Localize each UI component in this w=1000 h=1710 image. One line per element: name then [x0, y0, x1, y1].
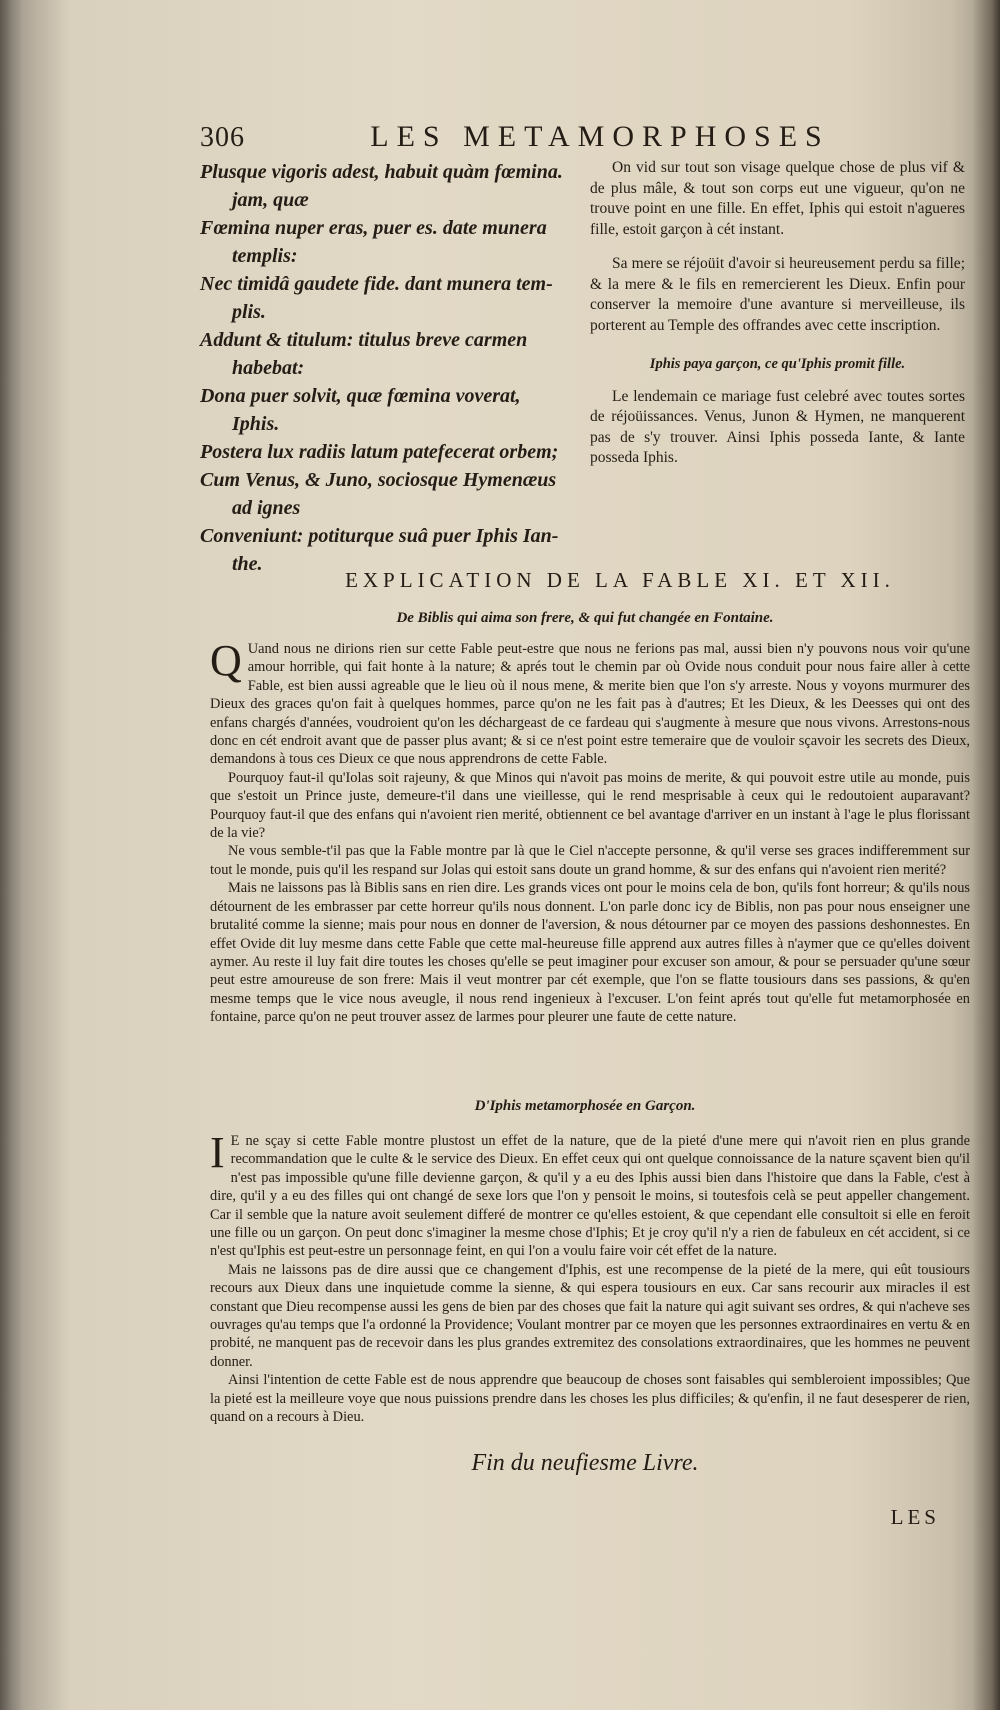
verse-line: Addunt & titulum: titulus breve carmen: [200, 329, 528, 351]
verse-line: habebat:: [232, 357, 305, 379]
french-paragraph: On vid sur tout son visage quelque chose de plus vif & de plus mâle, & tout son corps eut une vigueur, qu'on ne trouve point en une fille. En effet, Iphis qui estoit n'agueres fille, estoit garçon à cét instant.: [590, 159, 965, 238]
verse-line: Cum Venus, & Juno, sociosque Hymenæus: [200, 469, 557, 491]
page: [200, 120, 970, 1680]
body-paragraph: Ne vous semble-t'il pas que la Fable montre par là que le Ciel n'accepte personne, & qu'il verse ses graces indifferemment sur tout le monde, puis qu'il les respand sur Jolas qui estoit sans doute un grand homme, & sur des enfans qui n'avoient rien merité?: [210, 843, 970, 878]
verse-line: templis:: [232, 245, 298, 267]
drop-cap: Q: [210, 636, 242, 685]
drop-cap: I: [210, 1128, 225, 1177]
verse-line: Iphis.: [232, 413, 280, 435]
section-subtitle-biblis: De Biblis qui aima son frere, & qui fut changée en Fontaine.: [396, 610, 774, 626]
verse-line: Fœmina nuper eras, puer es. date munera: [200, 217, 547, 239]
verse-line: Postera lux radiis latum patefecerat orbem;: [200, 441, 559, 463]
paragraph-text: E ne sçay si cette Fable montre plustost un effet de la nature, que de la pieté d'une mere qui n'avoit rien en plus grande recommandation que le culte & le service des Dieux. En effet ceux qui ont quelque connoissance de la nature sçavent bien qu'il n'est pas impossible qu'une fille devienne garçon, & qu'il y a eu des Iphis aussi bien dans l'histoire que dans la Fable, c'est à dire, qu'il y a eu des filles qui ont changé de sexe lors que l'on y pensoit le moins, si toutesfois celà se peut appeller changement. Car il semble que la nature avoit seulement differé de montrer ce qu'elles estoient, & que cependant elle consultoit si elle en feroit une fille ou un garçon. On peut donc s'imaginer la mesme chose d'Iphis; Et je croy qu'il n'y a rien de fabuleux en cét accident, si ce n'est qu'Iphis est peut-estre un personnage feint, en qui l'on a voulu faire voir cét effet de la nature.: [210, 1133, 970, 1260]
verse-line: ad ignes: [232, 497, 301, 519]
page-number: 306: [200, 122, 245, 153]
body-paragraph: [210, 636, 970, 769]
verse-line: Conveniunt: potiturque suâ puer Iphis Ian-: [200, 525, 559, 547]
french-paragraph: Sa mere se réjoüit d'avoir si heureusement perdu sa fille; & la mere & le fils en remercierent les Dieux. Enfin pour conserver la memoire d'une avanture si merveilleuse, ils porterent au Temple des offrandes avec cette inscription.: [590, 255, 965, 334]
body-paragraph: Ainsi l'intention de cette Fable est de nous apprendre que beaucoup de choses sont faisables qui sembleroient impossibles; Que la pieté est la meilleure voye que nous puissions prendre dans les choses les plus difficiles; & qu'enfin, il ne faut desesperer de rien, quand on a recours à Dieu.: [210, 1372, 970, 1426]
book-end-line: Fin du neufiesme Livre.: [471, 1450, 699, 1476]
french-paragraph: Le lendemain ce mariage fust celebré avec toutes sortes de réjoüissances. Venus, Junon & Hymen, ne manquerent pas de s'y trouver. Ainsi Iphis possedа Iante, & Iante posseda Iphis.: [590, 387, 965, 466]
body-paragraph: [210, 1128, 970, 1261]
biblis-commentary: [210, 636, 970, 1027]
body-paragraph: Pourquoy faut-il qu'Iolas soit rajeuny, & que Minos qui n'avoit pas moins de merite, & qui pouvoit estre utile au monde, puis que s'estoit un Prince juste, demeure-t'il dans une vieillesse, qui le rend mesprisable à ceux qui le redoutoient auparavant? Pourquoy faut-il que des enfans qui n'avoient rien merité, obtiennent ce bel avantage d'arriver en un instant à l'age le plus florissant de la vie?: [210, 769, 970, 842]
section-subtitle-iphis: D'Iphis metamorphosée en Garçon.: [474, 1098, 696, 1114]
left-page-edge: [0, 0, 22, 1710]
body-paragraph: Mais ne laissons pas là Biblis sans en rien dire. Les grands vices ont pour le moins cela de bon, qu'ils font horreur; & qu'ils nous détournent de les embrasser par cette horreur qu'ils nous donnent. L'on parle donc icy de Biblis, non pas pour nous enseigner une brutalité comme la sienne; mais pour nous en donner de l'aversion, & nous détourner par ce moyen des passions deshonnestes. En effet Ovide dit luy mesme dans cette Fable que cette mal-heureuse fille apprend aux autres filles à n'aymer que ce qu'elles doivent aymer. Au reste il luy fait dire toutes les choses qu'elle se peut imaginer pour excuser son amour, & pour se persuader qu'une sœur peut estre amoureuse de son frere: Mais il veut montrer par cét exemple, que l'on se flatte tousiours dans ses passions, & qu'en mesme temps que le vice nous aveugle, il nous rend ingenieux à l'excuser. L'on feint aprés tout qu'elle fut metamorphosée en fontaine, parce qu'on ne peut trouver assez de larmes pour pleurer une faute de cette nature.: [210, 880, 970, 1026]
verse-line: jam, quæ: [232, 189, 309, 211]
verse-line: Nec timidâ gaudete fide. dant munera tem-: [200, 273, 553, 295]
french-translation-column: [590, 158, 965, 469]
verse-line: plis.: [232, 301, 266, 323]
catchword: LES: [890, 1505, 940, 1529]
verse-line: the.: [232, 553, 263, 575]
verse-line: Plusque vigoris adest, habuit quàm fœmina.: [200, 161, 563, 183]
temple-inscription: Iphis paya garçon, ce qu'Iphis promit fille.: [649, 356, 906, 372]
body-paragraph: Mais ne laissons pas de dire aussi que ce changement d'Iphis, est une recompense de la pieté de la mere, qui eût tousiours recours aux Dieux dans une inquietude comme la sienne, & qui espera tousiours en eux. Car sans recourir aux miracles il est constant que Dieu recompense aussi les gens de bien par des choses que fait la nature qui agit suivant ses ordres, & qui n'acheve ses ouvrages qu'au temps que l'a ordonné la Providence; Voulant montrer par ce moyen que les personnes extraordinaires en vertu & en probité, ne manquent pas de recevoir dans les plus grandes extremitez des consolations extraordinaires, que les hommes ne peuvent donner.: [210, 1261, 970, 1370]
explication-title: EXPLICATION DE LA FABLE XI. ET XII.: [345, 568, 895, 592]
paragraph-text: Uand nous ne dirions rien sur cette Fable peut-estre que nous ne ferions pas mal, aussi bien n'y pouvons nous voir qu'une amour horrible, qui fait honte à la nature; & aprés tout le chemin par où Ovide nous conduit pour nous faire aller à cette Fable, est bien aussi agreable que le lieu où il nous mene, & merite bien que l'on s'y arreste. Nous y voyons murmurer des Dieux des graces qu'on fait à quelques hommes, parce qu'on ne les fait pas à d'autres; Et les Dieux, & les Deesses qui ont des enfans chargés d'années, voudroient qu'on les déchargeast de ce fardeau qui s'augmente à mesure que nous vivons. Arrestons-nous donc en cét endroit avant que de passer plus avant; & si ce n'est point estre temeraire que de vouloir sçavoir les secrets des Dieux, demandons à tous ces Dieux ce que nous apprendrons de cette Fable.: [210, 641, 970, 768]
binding-gutter-shadow: [972, 0, 1000, 1710]
verse-line: Dona puer solvit, quæ fœmina voverat,: [200, 385, 521, 407]
iphis-commentary: [210, 1128, 970, 1427]
running-title: LES METAMORPHOSES: [370, 120, 830, 153]
running-header: [200, 120, 970, 160]
latin-verse-column: [200, 158, 565, 578]
